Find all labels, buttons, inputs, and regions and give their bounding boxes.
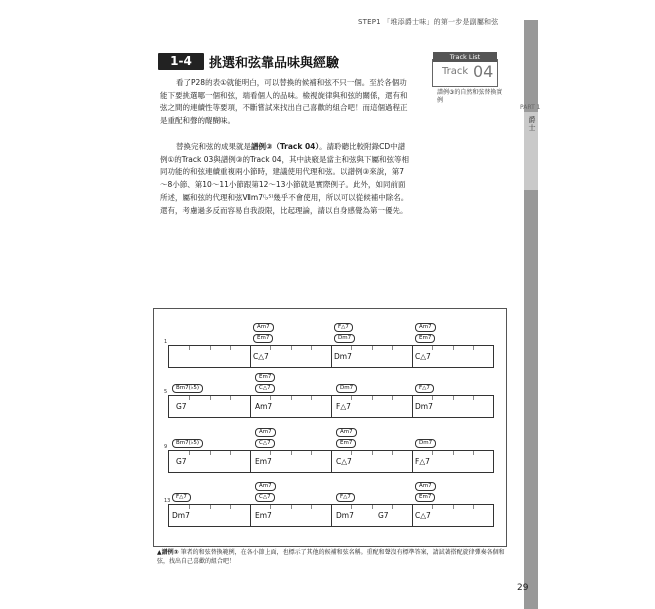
part-name: 爵士: [528, 116, 536, 132]
chord-symbol: G7: [378, 511, 389, 520]
beat-tick: [473, 505, 474, 509]
alternative-chord-oval: Bm7(♭5): [172, 439, 203, 448]
track-label: Track: [442, 66, 469, 77]
barline: [331, 505, 332, 526]
beat-tick: [210, 505, 211, 509]
beat-tick: [453, 451, 454, 455]
beat-tick: [432, 396, 433, 400]
alternative-chord-oval: Em7: [415, 493, 435, 502]
chord-symbol: C△7: [415, 511, 431, 520]
barline: [250, 396, 251, 417]
beat-tick: [311, 396, 312, 400]
beat-tick: [291, 505, 292, 509]
beat-tick: [351, 505, 352, 509]
beat-tick: [230, 451, 231, 455]
beat-tick: [189, 505, 190, 509]
beat-tick: [473, 396, 474, 400]
bar-number: 13: [164, 498, 171, 504]
beat-tick: [372, 396, 373, 400]
alternative-chord-oval: F△7: [336, 493, 355, 502]
chord-symbol: F△7: [336, 402, 351, 411]
staff-system: [168, 504, 494, 527]
beat-tick: [372, 505, 373, 509]
chord-symbol: G7: [176, 402, 187, 411]
beat-tick: [270, 451, 271, 455]
barline: [412, 346, 413, 367]
chord-symbol: Em7: [255, 511, 272, 520]
beat-tick: [189, 396, 190, 400]
alternative-chord-oval: Am7: [253, 323, 274, 332]
staff-system: [168, 395, 494, 418]
chord-symbol: Dm7: [172, 511, 190, 520]
alternative-chord-oval: F△7: [172, 493, 191, 502]
alternative-chord-oval: Am7: [255, 482, 276, 491]
beat-tick: [291, 396, 292, 400]
alternative-chord-oval: Am7: [415, 482, 436, 491]
alternative-chord-oval: Em7: [255, 373, 275, 382]
beat-tick: [372, 451, 373, 455]
beat-tick: [392, 505, 393, 509]
beat-tick: [270, 396, 271, 400]
beat-tick: [230, 505, 231, 509]
alternative-chord-oval: C△7: [255, 439, 275, 448]
beat-tick: [230, 346, 231, 350]
alternative-chord-oval: Am7: [336, 428, 357, 437]
track-caption: 譜例③的自然和弦替換實例: [437, 89, 503, 104]
paragraph-2-rest: 。請聆聽比較附錄CD中譜例①的Track 03與譜例③的Track 04，其中訣竅是當主和弦與下屬和弦等相同功能的和弦連續重複兩小節時，建議使用代理和弦。以譜例③來說，第7～8小節、第10～11小節跟第12～13小節就是實際例子。此外，如同前面所述，屬和弦的代理和弦Ⅶm7⁽♭⁵⁾幾乎不會使用，所以可以從候補中除名。還有，考慮過多反而容易自我設限，比起理論，請以自身感覺為第一優先。: [160, 142, 410, 215]
body-paragraph-2: [160, 141, 410, 217]
caption-text: 筆者的和弦替換範例，在各小節上面，也標示了其他的候補和弦名稱。重配和聲沒有標準答案，請試著搭配旋律彈奏各個和弦，找出自己喜歡的組合吧！: [157, 549, 505, 565]
beat-tick: [372, 346, 373, 350]
barline: [331, 396, 332, 417]
track-number: 04: [473, 62, 494, 81]
beat-tick: [453, 505, 454, 509]
beat-tick: [291, 346, 292, 350]
beat-tick: [351, 346, 352, 350]
beat-tick: [291, 451, 292, 455]
running-head: STEP1 「堆添爵士味」的第一步是副屬和弦: [358, 18, 499, 26]
beat-tick: [210, 396, 211, 400]
section-number-badge: 1-4: [158, 53, 204, 70]
chord-symbol: G7: [176, 457, 187, 466]
chord-symbol: Dm7: [336, 511, 354, 520]
alternative-chord-oval: C△7: [255, 493, 275, 502]
staff-system: [168, 450, 494, 473]
beat-tick: [189, 346, 190, 350]
bar-number: 9: [164, 444, 168, 450]
figure-caption: [157, 548, 507, 566]
track-list-heading: Track List: [433, 52, 497, 62]
beat-tick: [453, 346, 454, 350]
chord-symbol: Dm7: [334, 352, 352, 361]
beat-tick: [270, 346, 271, 350]
beat-tick: [432, 451, 433, 455]
body-paragraph-1: 看了P28的表①就能明白，可以替換的候補和弦不只一個。至於各個功能下要挑選哪一個和弦，端看個人的品味。檢視旋律與和弦的關係，還有和弦之間的連續性等要項，不斷嘗試來找出自己喜歡的組合吧！而這個過程正是重配和聲的醍醐味。: [160, 78, 408, 126]
beat-tick: [351, 451, 352, 455]
staff-system: [168, 345, 494, 368]
beat-tick: [311, 451, 312, 455]
alternative-chord-oval: Em7: [336, 439, 356, 448]
beat-tick: [270, 505, 271, 509]
beat-tick: [432, 346, 433, 350]
alternative-chord-oval: C△7: [255, 384, 275, 393]
chord-symbol: C△7: [336, 457, 352, 466]
beat-tick: [351, 396, 352, 400]
barline: [250, 346, 251, 367]
barline: [412, 396, 413, 417]
alternative-chord-oval: Em7: [253, 334, 273, 343]
beat-tick: [311, 505, 312, 509]
chord-symbol: C△7: [415, 352, 431, 361]
alternative-chord-oval: Dm7: [334, 334, 355, 343]
barline: [331, 346, 332, 367]
chord-chart-figure: [153, 308, 507, 547]
chord-symbol: Dm7: [415, 402, 433, 411]
alternative-chord-oval: Bm7(♭5): [172, 384, 203, 393]
chord-symbol: Am7: [255, 402, 273, 411]
beat-tick: [210, 346, 211, 350]
beat-tick: [392, 451, 393, 455]
bar-number: 1: [164, 339, 168, 345]
part-label: PART 1: [520, 104, 541, 111]
barline: [250, 505, 251, 526]
caption-label: ▲譜例③: [157, 549, 179, 556]
beat-tick: [210, 451, 211, 455]
page-number: 29: [517, 583, 529, 593]
beat-tick: [473, 451, 474, 455]
beat-tick: [453, 396, 454, 400]
alternative-chord-oval: Am7: [415, 323, 436, 332]
barline: [250, 451, 251, 472]
alternative-chord-oval: Am7: [255, 428, 276, 437]
barline: [412, 505, 413, 526]
barline: [331, 451, 332, 472]
alternative-chord-oval: F△7: [334, 323, 353, 332]
chord-symbol: C△7: [253, 352, 269, 361]
chord-symbol: Em7: [255, 457, 272, 466]
beat-tick: [473, 346, 474, 350]
beat-tick: [392, 396, 393, 400]
beat-tick: [432, 505, 433, 509]
beat-tick: [311, 346, 312, 350]
chord-symbol: F△7: [415, 457, 430, 466]
alternative-chord-oval: Dm7: [415, 439, 436, 448]
beat-tick: [189, 451, 190, 455]
bar-number: 5: [164, 389, 168, 395]
barline: [412, 451, 413, 472]
paragraph-2-lead: 替換完和弦的成果就是: [176, 142, 251, 151]
section-title: 挑選和弦靠品味與經驗: [209, 56, 340, 71]
beat-tick: [392, 346, 393, 350]
beat-tick: [230, 396, 231, 400]
example-reference: 譜例③（Track 04）: [251, 142, 320, 151]
alternative-chord-oval: Em7: [415, 334, 435, 343]
alternative-chord-oval: Dm7: [336, 384, 357, 393]
alternative-chord-oval: F△7: [415, 384, 434, 393]
